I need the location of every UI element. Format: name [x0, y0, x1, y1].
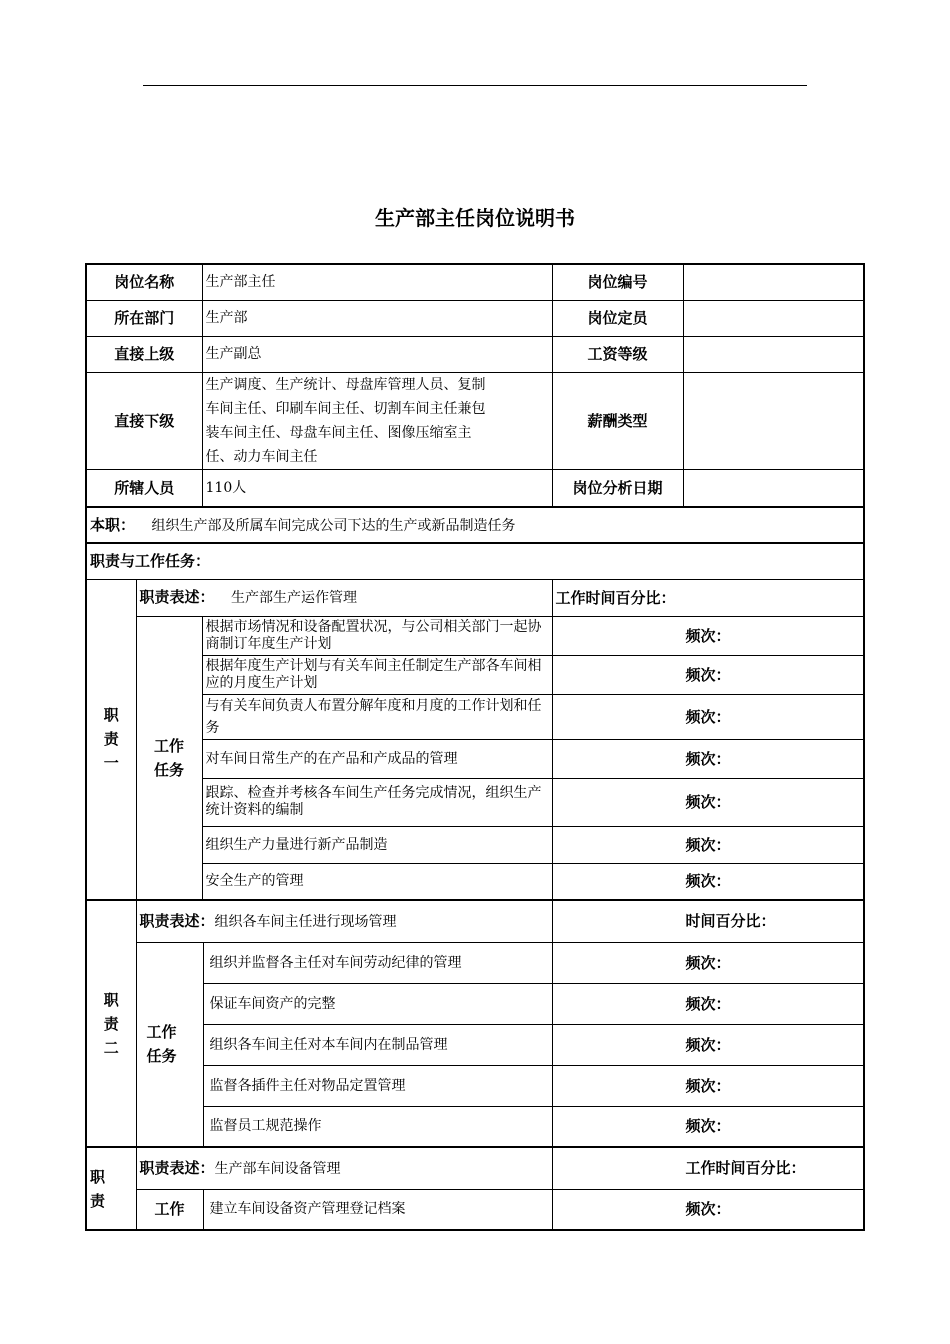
duty1-percent-label: 工作时间百分比： [555, 588, 676, 607]
salary-type-value [683, 372, 864, 469]
duty-summary-label: 本职： [90, 515, 136, 534]
analysis-date-label: 岗位分析日期 [552, 469, 683, 507]
duty1-task-freq [552, 616, 864, 655]
duty-summary-row [86, 507, 864, 543]
duties-header: 职责与工作任务： [86, 543, 864, 579]
position-code-label: 岗位编号 [552, 264, 683, 300]
subordinates-line: 装车间主任、母盘车间主任、图像压缩室主 [205, 424, 472, 441]
duty3-task-label: 工作 [136, 1189, 203, 1230]
duty1-percent [552, 579, 864, 616]
duty1-task: 安全生产的管理 [202, 863, 552, 900]
info-row-superior [86, 336, 864, 372]
duty3-task: 建立车间设备资产管理登记档案 [203, 1189, 552, 1230]
freq-label: 频次： [685, 872, 731, 891]
subordinates-line: 任、动力车间主任 [205, 448, 318, 465]
duty-summary [86, 507, 864, 543]
duty2-task-freq [552, 1106, 864, 1147]
info-row-subordinates [86, 372, 864, 469]
salary-type-label: 薪酬类型 [552, 372, 683, 469]
duty2-statement-row [86, 900, 864, 942]
duty3-percent-label: 工作时间百分比： [685, 1159, 806, 1178]
duty2-task-freq [552, 1024, 864, 1065]
duty2-task: 组织并监督各主任对车间劳动纪律的管理 [203, 942, 552, 983]
duty2-task: 保证车间资产的完整 [203, 983, 552, 1024]
subordinates-value [202, 372, 552, 469]
freq-label: 频次： [685, 994, 731, 1013]
duty2-task-freq [552, 983, 864, 1024]
analysis-date-value [683, 469, 864, 507]
duty2-task-row [86, 1106, 864, 1147]
freq-label: 频次： [685, 749, 731, 768]
department-label: 所在部门 [86, 300, 202, 336]
duty1-task-row [86, 655, 864, 694]
duty1-task-row [86, 739, 864, 778]
info-row-name [86, 264, 864, 300]
duty1-task: 对车间日常生产的在产品和产成品的管理 [202, 739, 552, 778]
position-code-value [683, 264, 864, 300]
subordinates-line: 生产调度、生产统计、母盘库管理人员、复制 [205, 376, 486, 393]
duty1-task: 组织生产力量进行新产品制造 [202, 826, 552, 863]
duty1-task: 根据市场情况和设备配置状况，与公司相关部门一起协商制订年度生产计划 [202, 616, 552, 655]
position-name-label: 岗位名称 [86, 264, 202, 300]
duty1-task-row [86, 863, 864, 900]
duty1-task-freq [552, 694, 864, 739]
staff-label: 所辖人员 [86, 469, 202, 507]
freq-label: 频次： [685, 1035, 731, 1054]
freq-label: 频次： [685, 665, 731, 684]
quota-label: 岗位定员 [552, 300, 683, 336]
superior-value: 生产副总 [202, 336, 552, 372]
freq-label: 频次： [685, 953, 731, 972]
freq-label: 频次： [685, 1117, 731, 1136]
freq-label: 频次： [685, 1200, 731, 1219]
duty1-statement-text: 生产部生产运作管理 [230, 590, 357, 606]
duty2-task-freq [552, 942, 864, 983]
duty3-label: 职 责 [86, 1147, 136, 1230]
duty3-statement-row [86, 1147, 864, 1189]
duty1-statement-row [86, 579, 864, 616]
duty1-task-row [86, 778, 864, 826]
duty2-task: 监督员工规范操作 [203, 1106, 552, 1147]
job-description-table [85, 263, 865, 1231]
duty2-task-row [86, 942, 864, 983]
duty2-label: 职 责 二 [86, 900, 136, 1147]
staff-value: 110人 [202, 469, 552, 507]
duty1-task-freq [552, 826, 864, 863]
duty2-statement [136, 900, 552, 942]
info-row-dept [86, 300, 864, 336]
subordinates-line: 车间主任、印刷车间主任、切割车间主任兼包 [205, 400, 486, 417]
duty2-task-label: 工作 任务 [136, 942, 203, 1147]
duty3-statement-label: 职责表述： [139, 1158, 215, 1177]
freq-label: 频次： [685, 707, 731, 726]
freq-label: 频次： [685, 1076, 731, 1095]
duty2-statement-text: 组织各车间主任进行现场管理 [214, 913, 397, 930]
duty2-percent-label: 时间百分比： [685, 912, 776, 931]
quota-value [683, 300, 864, 336]
duty2-statement-label: 职责表述： [139, 911, 215, 930]
freq-label: 频次： [685, 793, 731, 811]
duty2-task-row [86, 1065, 864, 1106]
superior-label: 直接上级 [86, 336, 202, 372]
duty1-label: 职 责 一 [86, 579, 136, 900]
duty2-task-row [86, 983, 864, 1024]
duty1-task-row [86, 694, 864, 739]
position-name-value: 生产部主任 [202, 264, 552, 300]
duty1-task-row [86, 826, 864, 863]
duty3-percent [552, 1147, 864, 1189]
subordinates-label: 直接下级 [86, 372, 202, 469]
duty3-task-row [86, 1189, 864, 1230]
duty1-statement-label: 职责表述： [139, 588, 215, 606]
duty1-task-freq [552, 655, 864, 694]
duty2-task: 监督各插件主任对物品定置管理 [203, 1065, 552, 1106]
grade-label: 工资等级 [552, 336, 683, 372]
duty-summary-text: 组织生产部及所属车间完成公司下达的生产或新品制造任务 [151, 517, 516, 534]
info-row-staff [86, 469, 864, 507]
duty1-task: 根据年度生产计划与有关车间主任制定生产部各车间相应的月度生产计划 [202, 655, 552, 694]
duty1-task-freq [552, 739, 864, 778]
duty2-task-freq [552, 1065, 864, 1106]
page-title: 生产部主任岗位说明书 [375, 206, 575, 230]
duty2-percent [552, 900, 864, 942]
duty1-task-freq [552, 778, 864, 826]
freq-label: 频次： [685, 835, 731, 854]
freq-label: 频次： [685, 626, 731, 645]
grade-value [683, 336, 864, 372]
header-rule [143, 85, 807, 86]
duty3-statement-text: 生产部车间设备管理 [214, 1160, 341, 1177]
duty1-task-row [86, 616, 864, 655]
duty3-statement [136, 1147, 552, 1189]
duty2-task: 组织各车间主任对本车间内在制品管理 [203, 1024, 552, 1065]
duty1-task: 跟踪、检查并考核各车间生产任务完成情况，组织生产统计资料的编制 [202, 778, 552, 826]
duties-header-row [86, 543, 864, 579]
duty2-task-row [86, 1024, 864, 1065]
department-value: 生产部 [202, 300, 552, 336]
duty3-task-freq [552, 1189, 864, 1230]
duty1-task-freq [552, 863, 864, 900]
duty1-statement [136, 579, 552, 616]
duty1-task: 与有关车间负责人布置分解年度和月度的工作计划和任务 [202, 694, 552, 739]
duty1-task-label: 工作 任务 [136, 616, 202, 900]
